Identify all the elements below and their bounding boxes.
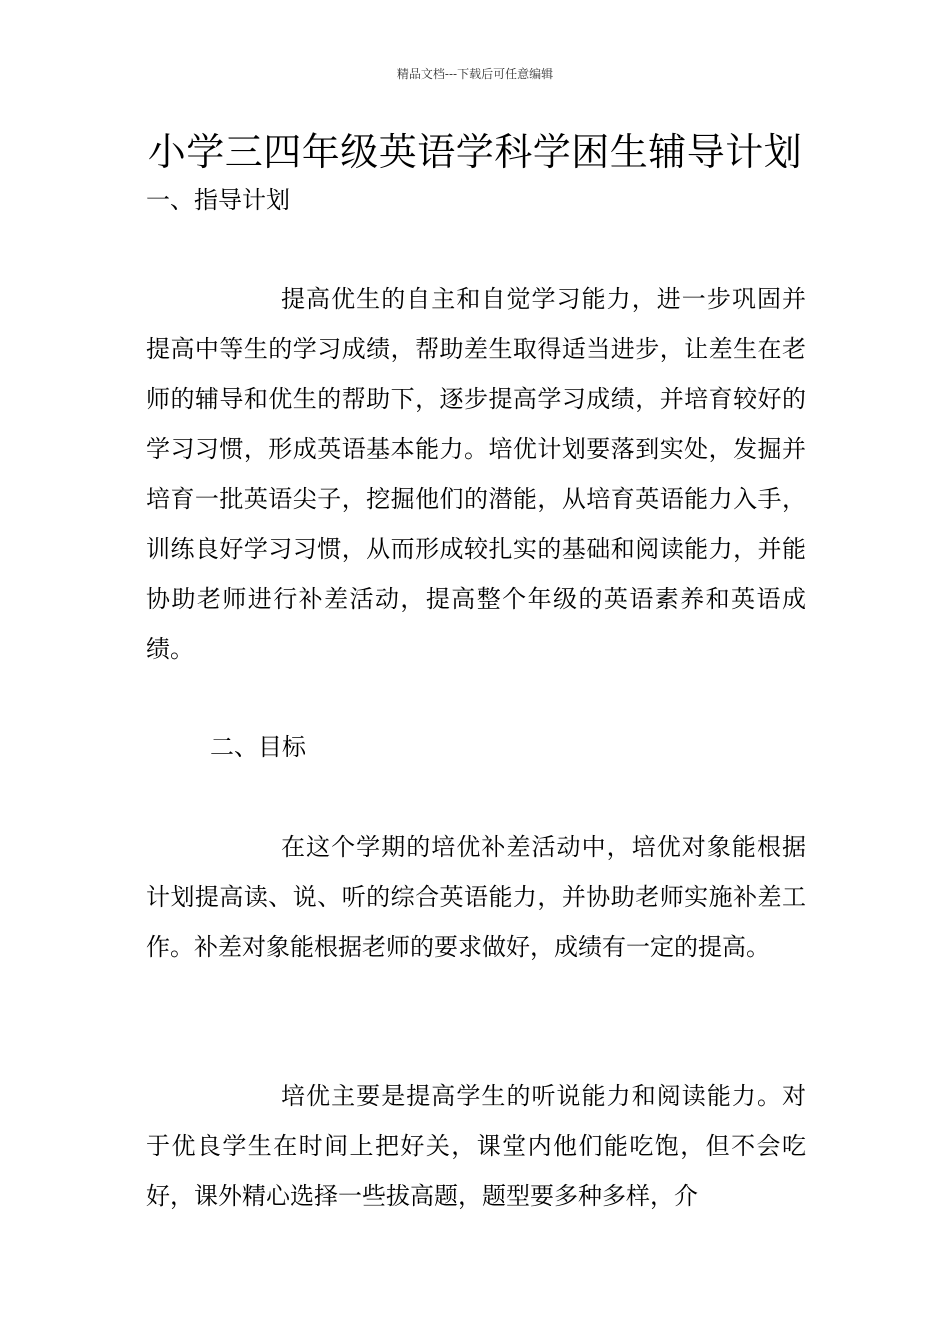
section-heading-goals: 二、目标 — [210, 733, 306, 761]
goals-paragraph-2: 培优主要是提高学生的听说能力和阅读能力。对于优良学生在时间上把好关，课堂内他们能吃饱，但不会吃好，课外精心选择一些拔高题，题型要多种多样，介 — [146, 1082, 806, 1210]
goals-paragraph-1: 在这个学期的培优补差活动中，培优对象能根据计划提高读、说、听的综合英语能力，并协助老师实施补差工作。补差对象能根据老师的要求做好，成绩有一定的提高。 — [146, 833, 806, 961]
guidance-plan-paragraph: 提高优生的自主和自觉学习能力，进一步巩固并提高中等生的学习成绩，帮助差生取得适当进步，让差生在老师的辅导和优生的帮助下，逐步提高学习成绩，并培育较好的学习习惯，形成英语基本能力。培优计划要落到实处，发掘并培育一批英语尖子，挖掘他们的潜能，从培育英语能力入手，训练良好学习习惯，从而形成较扎实的基础和阅读能力，并能协助老师进行补差活动，提高整个年级的英语素养和英语成绩。 — [146, 285, 806, 663]
header-note: 精品文档---下载后可任意编辑 — [396, 67, 554, 81]
section-heading-guidance-plan: 一、指导计划 — [146, 186, 290, 214]
document-title: 小学三四年级英语学科学困生辅导计划 — [147, 130, 803, 174]
